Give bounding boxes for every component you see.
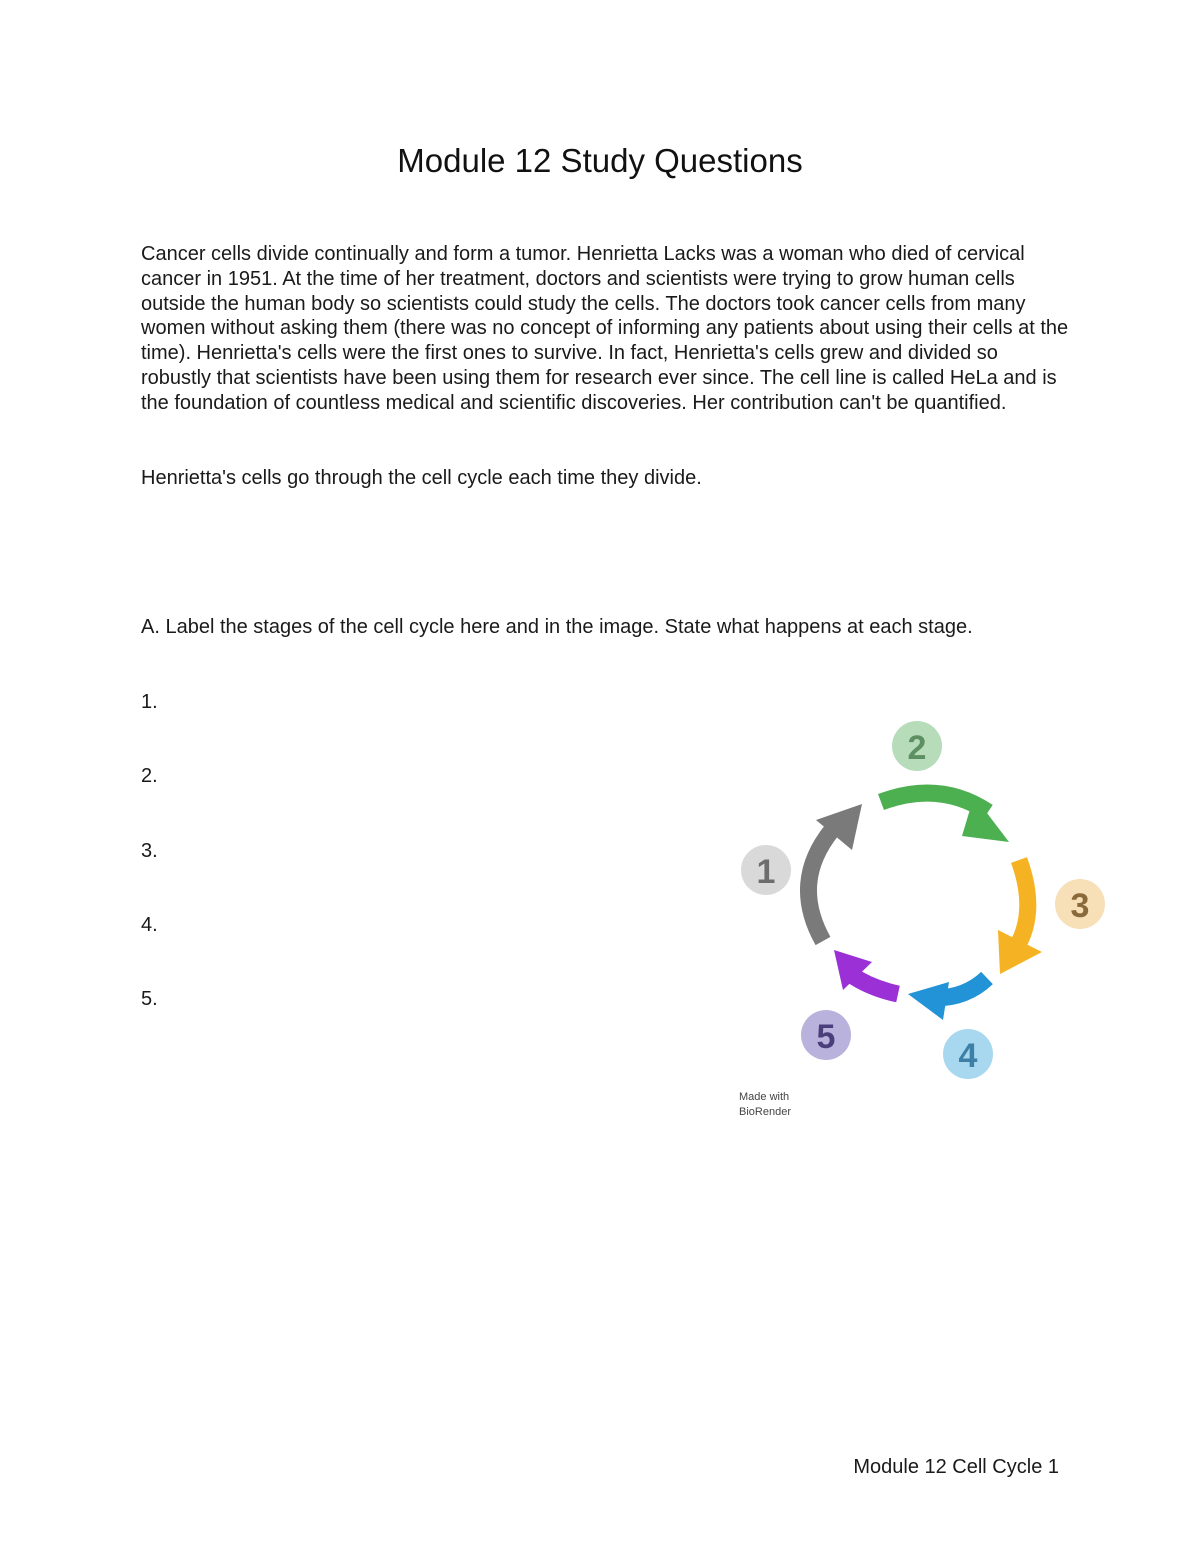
stage-4-badge <box>943 1029 993 1079</box>
stage-2-label: 2 <box>907 729 927 767</box>
stage-5-badge <box>801 1010 851 1060</box>
intro-paragraph: Cancer cells divide continually and form a tumor. Henrietta Lacks was a woman who died of cervical cancer in 1951. At the time of her treatment, doctors and scientists were trying to grow human cells outside the human body so scientists could study the cells. The doctors took cancer cells from many women without asking them (there was no concept of informing any patients about using their cells at the time). Henrietta's cells were the first ones to survive. In fact, Henrietta's cells grew and divided so robustly that scientists have been using them for research ever since. The cell line is called HeLa and is the foundation of countless medical and scientific discoveries. Her contribution can't be quantified. <box>141 243 1069 414</box>
stage-2-arrow <box>881 793 1009 842</box>
stage-1-label: 1 <box>756 853 776 891</box>
answer-item-5: 5. <box>141 988 158 1010</box>
answer-item-4: 4. <box>141 914 158 936</box>
answer-item-2: 2. <box>141 765 158 787</box>
lead-sentence: Henrietta's cells go through the cell cycle each time they divide. <box>141 467 702 489</box>
page-title: Module 12 Study Questions <box>397 142 803 179</box>
answer-item-1: 1. <box>141 691 158 713</box>
stage-5-label: 5 <box>816 1018 836 1056</box>
stage-4-arrow <box>908 978 987 1020</box>
stage-2-badge <box>892 721 942 771</box>
question-a: A. Label the stages of the cell cycle here and in the image. State what happens at each stage. <box>141 616 973 638</box>
stage-1-badge <box>741 845 791 895</box>
credit-line-1: Made with <box>739 1091 790 1103</box>
stage-1-arrow <box>808 804 862 941</box>
page-footer: Module 12 Cell Cycle 1 <box>853 1456 1059 1478</box>
stage-3-arrow <box>998 860 1042 974</box>
stage-5-arrow <box>834 950 898 994</box>
cell-cycle-diagram <box>730 712 1130 1132</box>
stage-4-label: 4 <box>958 1037 978 1075</box>
stage-3-badge <box>1055 879 1105 929</box>
credit-line-2: BioRender <box>739 1106 791 1118</box>
stage-3-label: 3 <box>1070 887 1090 925</box>
biorender-credit <box>739 1090 791 1120</box>
answer-item-3: 3. <box>141 840 158 862</box>
